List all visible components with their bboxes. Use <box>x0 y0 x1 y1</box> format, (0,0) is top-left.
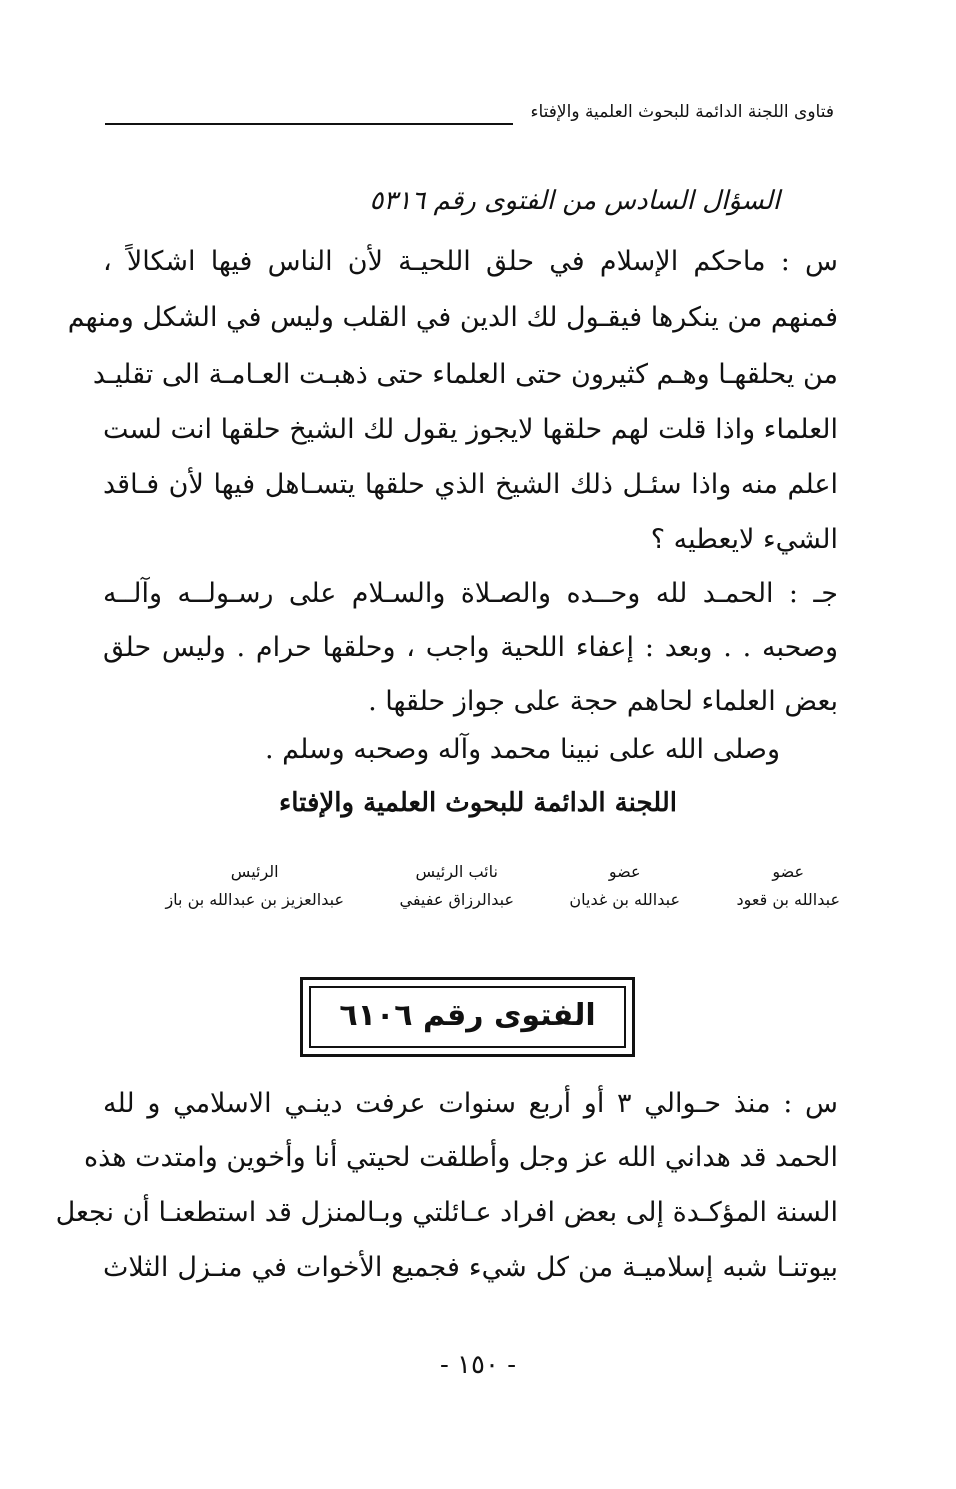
question-subtitle: السؤال السادس من الفتوى رقم ٥٣١٦ <box>369 186 780 216</box>
question-line: العلماء واذا قلت لهم حلقها لايجوز يقول لك الشيخ حلقها انت لست <box>103 414 838 445</box>
question-line: س : منذ حـوالي ٣ أو أربع سنوات عرفت دينـي الاسلامي و لله <box>103 1088 838 1119</box>
answer-line: بعض العلماء لحاهم حجة على جواز حلقها . <box>368 686 838 717</box>
signatory <box>165 862 344 909</box>
signatory-name: عبدالله بن غديان <box>569 890 680 909</box>
signatory-role: نائب الرئيس <box>415 862 498 881</box>
question-line: س : ماحكم الإسلام في حلق اللحيـة لأن الناس فيها اشكالاً ، <box>103 246 838 277</box>
page-number: - ١٥٠ - <box>439 1350 517 1380</box>
fatwa-number-box <box>300 977 635 1057</box>
question-line: من يحلقهـا وهـم كثيرون حتى العلماء حتى ذهبـت العـامـة الى تقليـد <box>92 359 838 390</box>
committee-name: اللجنة الدائمة للبحوث العلمية والإفتاء <box>279 788 677 818</box>
answer-line: جـ : الحمـد لله وحــده والصـلاة والسـلام على رسـولــه وآلــه <box>103 578 838 609</box>
question-line: بيوتنـا شبه إسلاميـة من كل شيء فجميع الأخوات في منـزل الثلاث <box>103 1252 838 1283</box>
running-header: فتاوى اللجنة الدائمة للبحوث العلمية والإفتاء <box>530 102 834 122</box>
question-line: الشيء لايعطيه ؟ <box>650 524 838 555</box>
fatwa-number-title: الفتوى رقم ٦١٠٦ <box>339 998 596 1033</box>
question-line: الحمد قد هداني الله عز وجل وأطلقت لحيتي أنا وأخوين وامتدت هذه <box>83 1142 838 1173</box>
signatory-role: الرئيس <box>230 862 279 881</box>
answer-line: وصحبه . . وبعد : إعفاء اللحية واجب ، وحلقها حرام . وليس حلق <box>103 632 838 663</box>
question-line: اعلم منه واذا سئـل ذلك الشيخ الذي حلقها يتسـاهل فيها لأن فـاقد <box>103 469 838 500</box>
signatory-name: عبدالعزيز بن عبدالله بن باز <box>165 890 344 909</box>
signatory <box>400 862 515 909</box>
signatory <box>736 862 840 909</box>
signatory-name: عبدالله بن قعود <box>736 890 840 909</box>
signatory <box>569 862 680 909</box>
signatory-name: عبدالرزاق عفيفي <box>399 890 514 909</box>
question-line: السنة المؤكـدة إلى بعض افراد عـائلتي وبـالمنزل قد استطعنـا أن نجعل <box>55 1197 838 1228</box>
signatory-role: عضو <box>772 862 805 881</box>
question-line: فمنهم من ينكرها فيقـول لك الدين في القلب وليس في الشكل ومنهم <box>67 302 838 333</box>
header-rule <box>105 123 513 125</box>
closing-prayer: وصلى الله على نبينا محمد وآله وصحبه وسلم . <box>264 734 780 765</box>
signatory-role: عضو <box>608 862 641 881</box>
